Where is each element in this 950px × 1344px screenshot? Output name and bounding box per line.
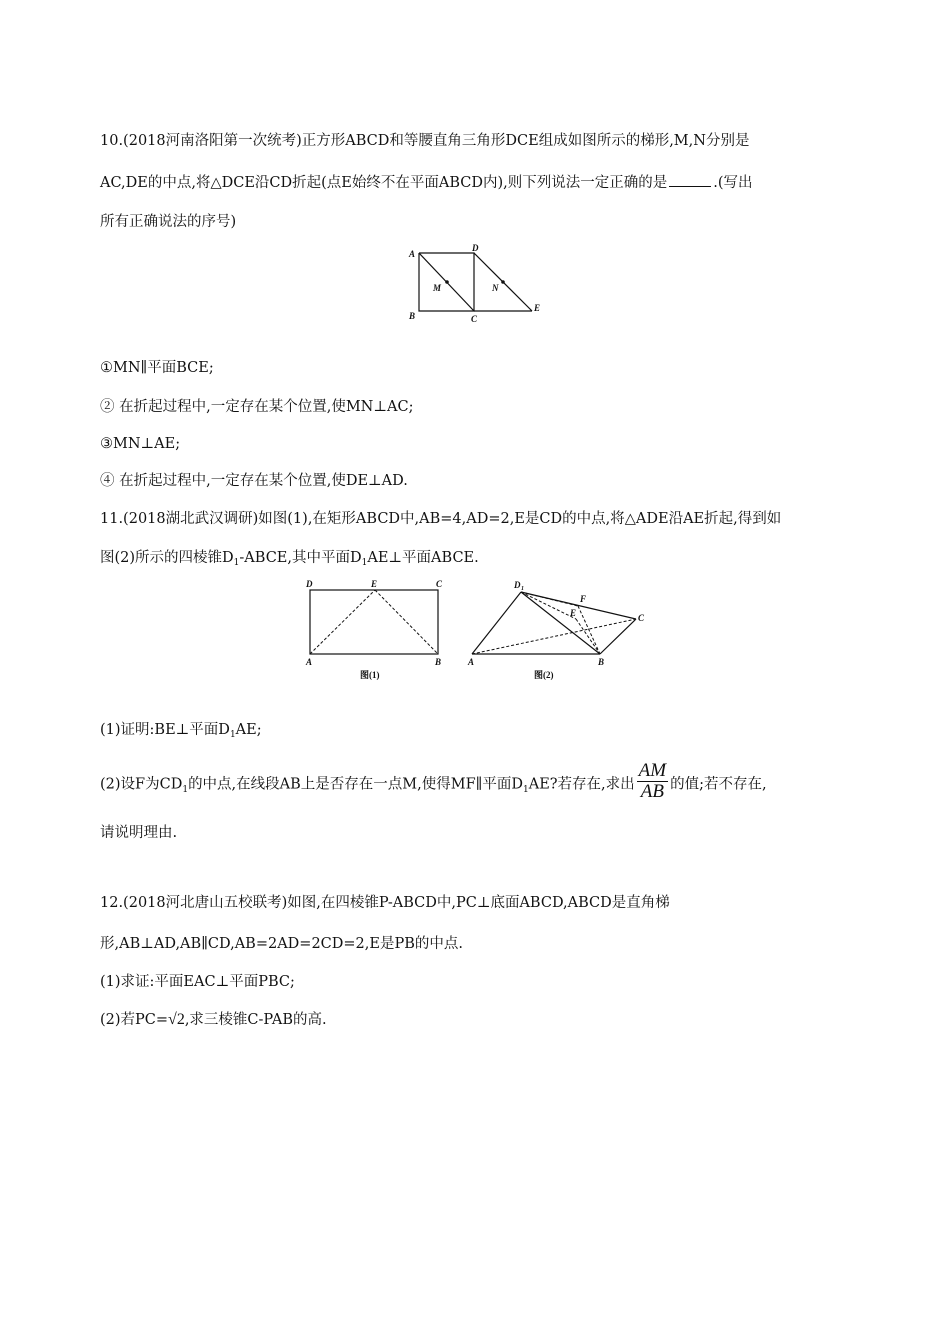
q11-figure-1: [300, 576, 450, 686]
fraction-am-over-ab: [637, 761, 668, 802]
subscript: 1: [233, 558, 240, 568]
label-E: E: [534, 303, 541, 313]
q11-part2-text: AE?若存在,求出: [528, 776, 635, 793]
q10-option-2: ② 在折起过程中,一定存在某个位置,使MN⊥AC;: [100, 399, 414, 415]
sqrt-two: √2: [168, 1011, 185, 1028]
q11-part-1: [100, 720, 262, 742]
fig2-caption: 图(2): [534, 670, 554, 680]
fig2-label-E: E: [570, 608, 577, 618]
label-B: B: [409, 311, 416, 321]
label-D: D: [472, 243, 479, 253]
answer-blank[interactable]: [669, 172, 711, 187]
q11-part-2-cont: 请说明理由.: [100, 825, 178, 841]
q11-part2-text: (2)设F为CD: [100, 776, 183, 793]
q10-text-tail: .(写出: [713, 175, 753, 191]
q10-line-3: 所有正确说法的序号): [100, 214, 237, 230]
fig1-caption: 图(1): [360, 670, 380, 680]
q12-part2-text-tail: ,求三棱锥C-PAB的高.: [184, 1012, 327, 1028]
q12-part-1: (1)求证:平面EAC⊥平面PBC;: [100, 974, 295, 990]
label-A: A: [409, 249, 416, 259]
q11-text: AE⊥平面ABCE.: [367, 550, 479, 566]
fig1-label-A: A: [306, 657, 313, 667]
q11-line-1: 11.(2018湖北武汉调研)如图(1),在矩形ABCD中,AB=4,AD=2,E是CD的中点,将△ADE沿AE折起,得到如: [100, 511, 782, 527]
q11-line-2: [100, 548, 479, 570]
fig2-label-F: F: [580, 594, 587, 604]
fig1-label-C: C: [436, 579, 443, 589]
q10-option-4: ④ 在折起过程中,一定存在某个位置,使DE⊥AD.: [100, 473, 408, 489]
subscript: 1: [229, 730, 236, 740]
q10-option-1: ①MN∥平面BCE;: [100, 360, 214, 376]
q11-part1-text-tail: AE;: [235, 722, 262, 738]
fraction-denominator: AB: [640, 781, 664, 802]
fig2-label-A: A: [468, 657, 475, 667]
q11-part-2: [100, 760, 767, 805]
q10-text: AC,DE的中点,将△DCE沿CD折起(点E始终不在平面ABCD内),则下列说法一定正确的是: [100, 175, 668, 191]
q10-line-1: 10.(2018河南洛阳第一次统考)正方形ABCD和等腰直角三角形DCE组成如图所示的梯形,M,N分别是: [100, 133, 750, 149]
label-N: N: [492, 283, 499, 293]
label-C: C: [471, 314, 478, 324]
q10-option-3: ③MN⊥AE;: [100, 436, 181, 452]
q11-part2-text: 的值;若不存在,: [670, 776, 767, 793]
q11-part1-text: (1)证明:BE⊥平面D: [100, 722, 230, 738]
fig1-label-D: D: [306, 579, 313, 589]
fig2-label-D1: D: [514, 580, 521, 590]
q11-text: 图(2)所示的四棱锥D: [100, 550, 234, 566]
fig2-label-D1-sub: 1: [521, 586, 524, 592]
q12-line-1: 12.(2018河北唐山五校联考)如图,在四棱锥P-ABCD中,PC⊥底面ABCD,ABCD是直角梯: [100, 895, 670, 911]
subscript: 1: [522, 784, 529, 795]
q11-part2-text: 的中点,在线段AB上是否存在一点M,使得MF∥平面D: [188, 776, 523, 793]
q11-figure-2: [462, 576, 652, 686]
fig1-label-B: B: [435, 657, 442, 667]
subscript: 1: [182, 784, 189, 795]
q10-trapezoid-figure: [400, 240, 550, 326]
fig1-label-E: E: [371, 579, 378, 589]
fraction-numerator: AM: [638, 760, 667, 781]
fig2-label-C: C: [638, 613, 645, 623]
q12-part-2: [100, 1010, 327, 1030]
subscript: 1: [361, 558, 368, 568]
q10-line-2: [100, 172, 753, 193]
fig2-label-B: B: [598, 657, 605, 667]
label-M: M: [433, 283, 442, 293]
q11-text: -ABCE,其中平面D: [239, 550, 362, 566]
q12-line-2: 形,AB⊥AD,AB∥CD,AB=2AD=2CD=2,E是PB的中点.: [100, 936, 463, 952]
q12-part2-text: (2)若PC=: [100, 1012, 169, 1028]
